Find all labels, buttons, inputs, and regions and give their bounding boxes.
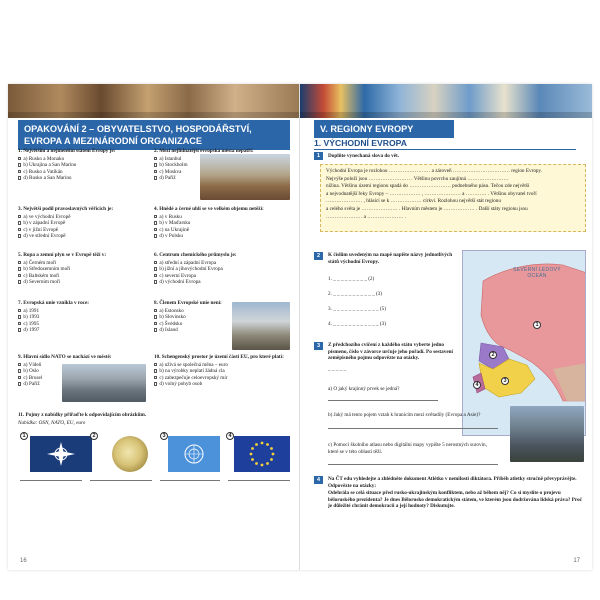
euro-coin-icon: [112, 436, 148, 472]
task-3-number: 3: [314, 342, 323, 350]
answer-line-a[interactable]: [328, 397, 438, 401]
section-title: 1. VÝCHODNÍ EVROPA: [314, 138, 576, 150]
map-label-2: 2: [489, 351, 497, 359]
eu-flag-image: [234, 436, 290, 472]
task-1-instruction: Doplňte vynechaná slova do vět.: [328, 153, 400, 159]
map-label-4: 4: [473, 381, 481, 389]
answer-row-1[interactable]: 1. _ _ _ _ _ _ _ _ _ (2): [328, 276, 375, 282]
task-4-number: 4: [314, 476, 323, 484]
task-3-question-c: c) Pomocí školního atlasu nebo digitální mapy vypište 5 nerostných surovin, které se v této oblasti těží.: [328, 442, 498, 465]
answer-line-1[interactable]: [20, 480, 82, 481]
right-chapter-title: V. REGIONY EVROPY: [314, 120, 454, 138]
nato-flag-image: [30, 436, 92, 472]
image-number-3: 3: [160, 432, 168, 440]
answer-line-c[interactable]: [328, 461, 498, 465]
answer-line-b[interactable]: [328, 425, 498, 429]
right-page-number: 17: [573, 558, 580, 564]
question-9: 9. Hlavní sídlo NATO se nachází ve městě: a) Vídeň b) Oslo c) Brusel d) Paříž: [18, 354, 112, 388]
left-chapter-title: OPAKOVÁNÍ 2 – OBYVATELSTVO, HOSPODÁŘSTVÍ, EVROPA A MEZINÁRODNÍ ORGANIZACE: [18, 120, 290, 150]
task-2-number: 2: [314, 252, 323, 260]
left-banner-image: [8, 84, 299, 118]
task-4-content: Na ČT edu vyhledejte a zhlédněte dokument Atlétko v nemilosti diktátora. Příběh atletky stručně převyprávějte. Odpovězte na otázky: Odehrála se celá situace před rusko-ukrajinským konfliktem, nebo až během něj? Co si myslíte o projevu běloruského prezidenta? Je dnes Bělorusko demokratickým státem, ve kterém jsou dodržována lidská práva? Proč je důležité chránit demokracii a její hodnoty? Diskutujte.: [328, 476, 582, 510]
question-10: 10. Schengenský prostor je území části EU, pro které platí: a) užívá se společná měna – euro b) na výrobky neplatí žádná cla c) zabezpečuje celoevropský mír d) volný pohyb osob: [154, 354, 284, 388]
eu-stars-icon: [234, 436, 290, 472]
un-emblem-icon: [168, 436, 220, 472]
question-11: 11. Pojmy z nabídky přiřaďte k odpovídajícím obrázkům. Nabídka: OSN, NATO, EU, euro: [18, 412, 147, 426]
left-page-number: 16: [20, 558, 27, 564]
task-3-question-b: b) Jaký má tento pojem vztah k hranicím mezi světadíly (Evropa a Asie)?: [328, 412, 558, 429]
image-number-4: 4: [226, 432, 234, 440]
right-banner-image: [300, 84, 592, 118]
prague-photo: [200, 154, 290, 200]
map-label-1: 1: [533, 321, 541, 329]
ocean-label: SEVERNÍ LEDOVÝ OCEÁN: [513, 267, 561, 279]
fill-in-box[interactable]: Východní Evropa je rozlohou …………………… a zároveň …………………………… region Evropy. Nejvýše položí jsou …………………… . Většinu povrchu zaujímá …………………… nížina. Většinu území regionu spadá do …………………… podnebného pásu. Tečou zde největší a nejvodnatější řeky Evropy – ……………… , ………………… a ………… . Většinu obyvatel tvoří ………………… , hlásící se k ……………… církvi. Rozlohou největší stát regionu a celého světa je ………………… . Hlavním městem je ……………… . Další státy regionu jsou ………………… a ………………… .: [320, 164, 586, 232]
task-3-blanks[interactable]: _ _ _ _ _: [328, 365, 347, 372]
task-2-instruction: K číslům uvedeným na mapě napište názvy jednotlivých států východní Evropy.: [328, 252, 453, 265]
image-number-2: 2: [90, 432, 98, 440]
task-1-number: 1: [314, 152, 323, 160]
euro-coin-image: [100, 436, 162, 472]
answer-line-4[interactable]: [228, 480, 290, 481]
question-6: 6. Centrum chemického průmyslu je: a) střední a západní Evropa b) jižní a jihovýchodní Evropa c) severní Evropa d) východní Evropa: [154, 252, 237, 286]
left-page: [8, 84, 300, 570]
question-1: 1. Největším a nejmenším státem Evropy je: a) Rusko a Monako b) Ukrajina a San Marino c) Rusko a Vatikán d) Rusko a San Marino: [18, 148, 116, 182]
question-2: 2. Mezi nejlidnatější evropská města nepatří: a) Istanbul b) Stockholm c) Moskva d) Paříž: [154, 148, 254, 182]
nato-headquarters-photo: [62, 364, 146, 402]
un-flag-image: [168, 436, 220, 472]
answer-row-4[interactable]: 4. _ _ _ _ _ _ _ _ _ _ _ _ (3): [328, 321, 386, 327]
task-3-instruction: Z předchozího cvičení z každého státu vyberte jedno písmeno, číslo v závorce určuje jeho pořadí. Po sestavení zeměpisného pojmu odpovězte na otázky. _ _ _ _ _: [328, 342, 456, 372]
image-number-1: 1: [20, 432, 28, 440]
question-5: 5. Ropa a zemní plyn se v Evropě těží v: a) Černém moři b) Středozemním moři c) Baltském moři d) Severním moři: [18, 252, 107, 286]
question-4: 4. Hnědé a černé uhlí se ve velkém objemu netěží: a) v Rusku b) v Maďarsku c) na Ukrajině d) v Polsku: [154, 206, 264, 240]
book-spread: [8, 84, 592, 570]
nato-compass-icon: [30, 436, 92, 472]
question-8: 8. Členem Evropské unie není: a) Estonsko b) Slovinsko c) Švédsko d) Island: [154, 300, 222, 334]
answer-row-3[interactable]: 3. _ _ _ _ _ _ _ _ _ _ _ _ (5): [328, 306, 386, 312]
answer-row-2[interactable]: 2. _ _ _ _ _ _ _ _ _ _ _ (3): [328, 291, 383, 297]
church-photo: [232, 302, 290, 350]
right-page: [300, 84, 592, 570]
mountain-photo: [510, 406, 584, 462]
question-3: 3. Největší podíl pravoslavných věřících je: a) ve východní Evropě b) v západní Evropě c) v jižní Evropě d) ve střední Evropě: [18, 206, 114, 240]
question-7: 7. Evropská unie vznikla v roce: a) 1991 b) 1993 c) 1995 d) 1997: [18, 300, 89, 334]
map-label-3: 3: [501, 377, 509, 385]
task-3-question-a: a) O jaký krajinný prvek se jedná?: [328, 386, 456, 401]
answer-line-2[interactable]: [90, 480, 152, 481]
task-2-answers: [328, 272, 458, 332]
answer-line-3[interactable]: [160, 480, 220, 481]
